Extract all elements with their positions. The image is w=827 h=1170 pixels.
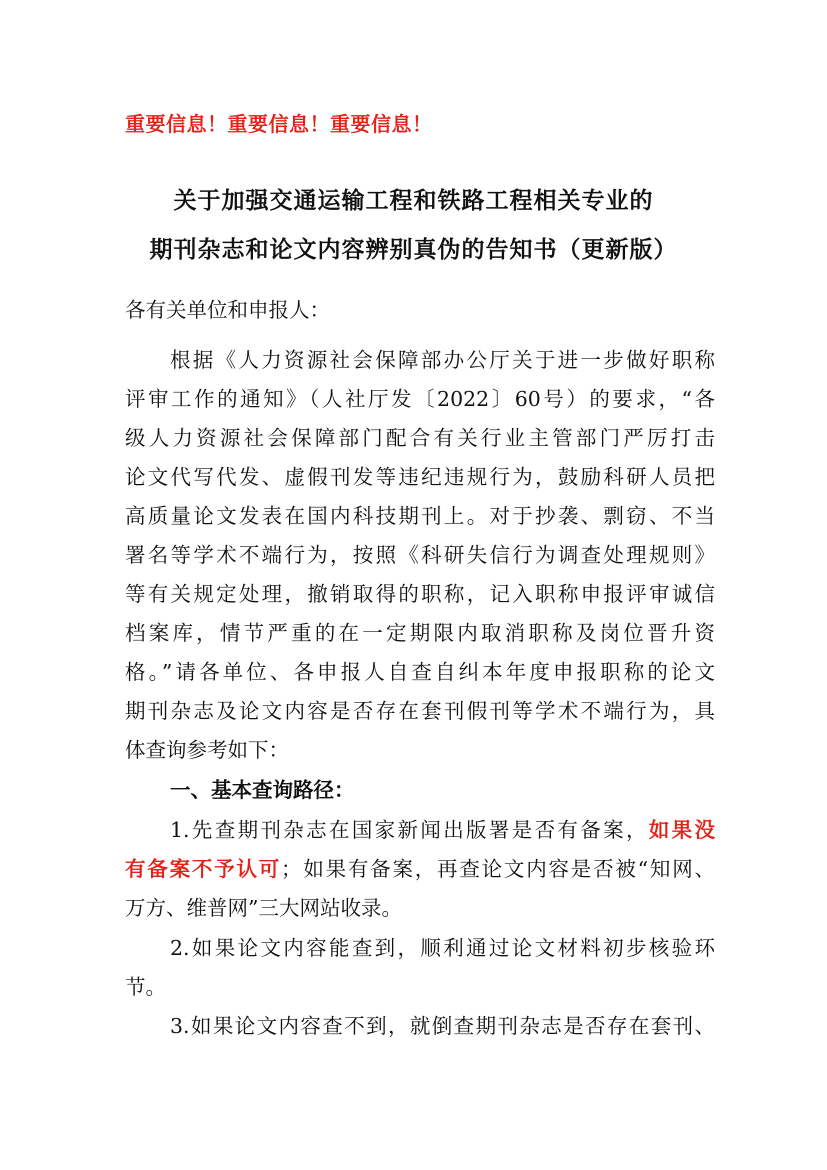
body-line: 评审工作的通知》（人社厅发〔2022〕60号）的要求，“各: [125, 387, 715, 411]
item-1-warning-text: 如果没: [648, 818, 716, 842]
salutation: 各有关单位和申报人：: [125, 298, 330, 322]
body-line: 体查询参考如下：: [125, 738, 289, 762]
body-line: 论文代写代发、虚假刊发等违纪违规行为，鼓励科研人员把: [125, 465, 715, 489]
item-1-line-1: [170, 816, 715, 844]
body-line: 等有关规定处理，撤销取得的职称，记入职称申报评审诚信: [125, 582, 715, 606]
item-1-text: ；如果有备案，再查论文内容是否被“知网、: [281, 857, 716, 881]
body-line: 级人力资源社会保障部门配合有关行业主管部门严厉打击: [125, 426, 715, 450]
document-title-line-1: 关于加强交通运输工程和铁路工程相关专业的: [173, 188, 654, 214]
item-1-line-3: 万方、维普网”三大网站收录。: [125, 896, 402, 920]
section-heading: 一、基本查询路径：: [170, 778, 355, 802]
body-line: 期刊杂志及论文内容是否存在套刊假刊等学术不端行为，具: [125, 699, 715, 723]
item-2-line-1: 2.如果论文内容能查到，顺利通过论文材料初步核验环: [170, 936, 715, 960]
important-notice-alert: 重要信息！重要信息！重要信息！: [125, 112, 433, 136]
item-2-line-2: 节。: [125, 975, 166, 999]
body-line: 署名等学术不端行为，按照《科研失信行为调查处理规则》: [125, 543, 715, 567]
item-1-line-2: [125, 855, 715, 883]
item-1-warning-text: 有备案不予认可: [125, 857, 282, 881]
document-title-line-2: 期刊杂志和论文内容辨别真伪的告知书（更新版）: [149, 237, 678, 263]
body-line: 高质量论文发表在国内科技期刊上。对于抄袭、剽窃、不当: [125, 504, 715, 528]
item-3-line-1: 3.如果论文内容查不到，就倒查期刊杂志是否存在套刊、: [170, 1014, 715, 1038]
item-1-text: 1.先查期刊杂志在国家新闻出版署是否有备案，: [170, 818, 649, 842]
body-line: 档案库，情节严重的在一定期限内取消职称及岗位晋升资: [125, 621, 715, 645]
body-line: 根据《人力资源社会保障部办公厅关于进一步做好职称: [170, 348, 715, 372]
body-line: 格。”请各单位、各申报人自查自纠本年度申报职称的论文: [125, 660, 715, 684]
